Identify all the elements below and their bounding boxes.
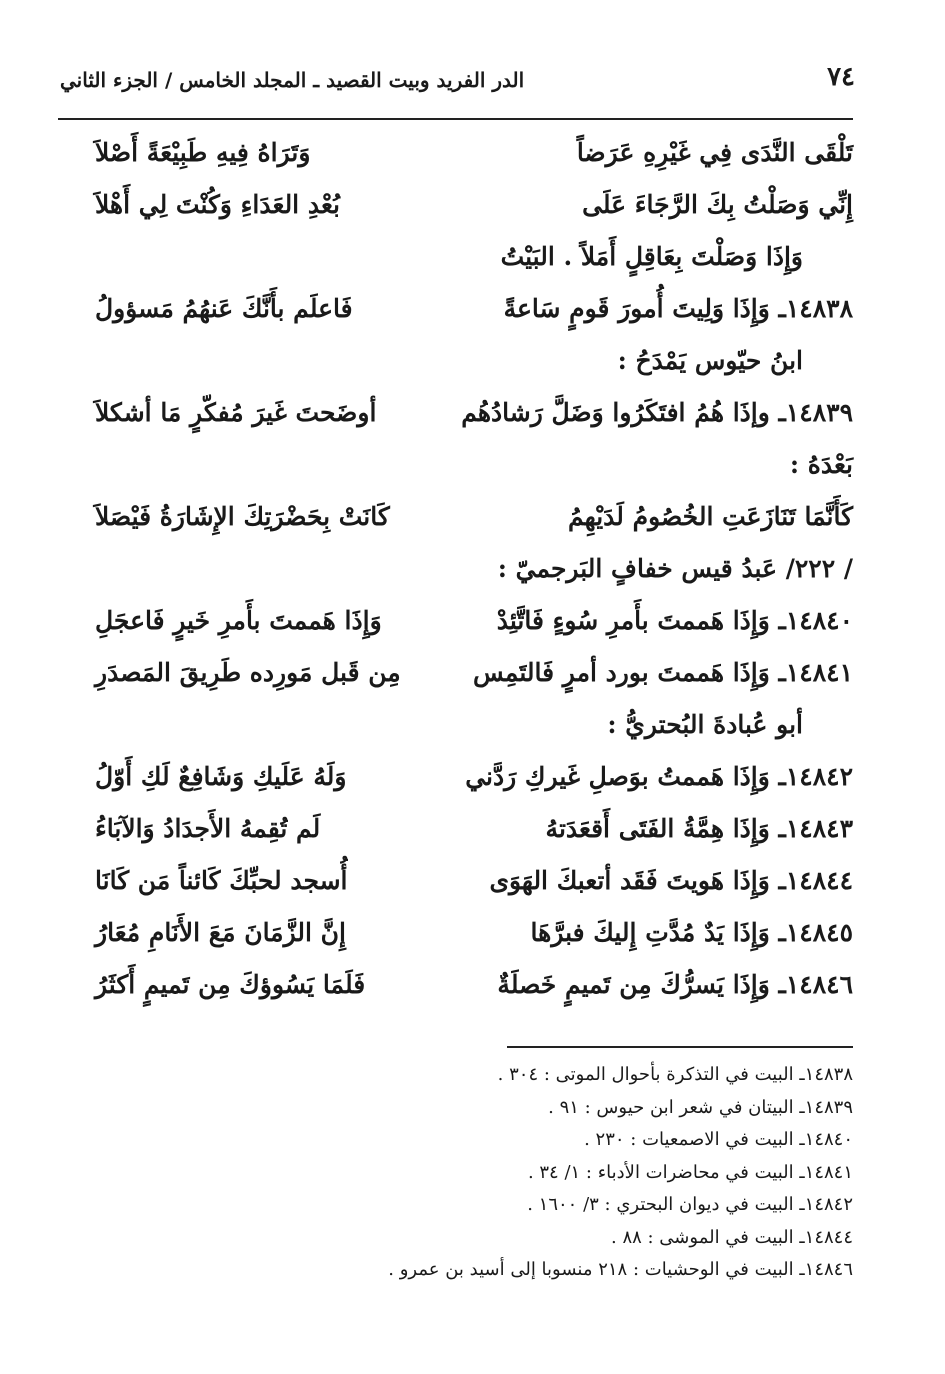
first-hemistich: كَأَنَّمَا تَنَازَعَتِ الخُصُومُ لَدَيْهِمُ (568, 502, 853, 531)
text-line (95, 546, 853, 598)
prose-line: ابنُ حيّوس يَمْدَحُ : (617, 346, 803, 375)
first-hemistich: ١٤٨٣٨ـ وَإِذَا وَلِيتَ أُمورَ قَومٍ سَاعةً (503, 294, 853, 323)
first-hemistich: ١٤٨٤٥ـ وَإِذَا يَدٌ مُدَّتِ إِليكَ فبرَّهَا (530, 918, 853, 947)
first-hemistich: ١٤٨٤٣ـ وَإِذَا هِمَّةُ الفَتَى أَقعَدَتهُ (545, 814, 853, 843)
footnote: ١٤٨٤٦ـ البيت في الوحشيات : ٢١٨ منسوبا إلى أسيد بن عمرو . (388, 1259, 853, 1280)
second-hemistich: وَلَهُ عَلَيكِ وَشَافِعٌ لَكِ أَوّلُ (95, 762, 347, 791)
footnote-rule (507, 1046, 853, 1048)
verse-line (95, 130, 853, 182)
second-hemistich: مِن قَبل مَورِده طَرِيقَ المَصدَرِ (95, 658, 401, 687)
first-hemistich: ١٤٨٤٤ـ وَإِذَا هَويتَ فَقَد أتعبكَ الهَوَى (489, 866, 853, 895)
second-hemistich: إِنَّ الزَّمَانَ مَعَ الأَنَامِ مُعَارُ (95, 918, 346, 947)
verse-line (95, 754, 853, 806)
first-hemistich: ١٤٨٣٩ـ وإذَا هُمُ افتَكَرُوا وَضَلَّ رَشادُهُم (461, 398, 853, 427)
verse-line (95, 962, 853, 1014)
verse-line (95, 910, 853, 962)
footnote: ١٤٨٣٩ـ البيتان في شعر ابن حيوس : ٩١ . (548, 1096, 853, 1118)
footnote: ١٤٨٣٨ـ البيت في التذكرة بأحوال الموتى : ٣٠٤ . (497, 1064, 853, 1085)
header-rule (58, 118, 853, 120)
verse-line (95, 182, 853, 234)
verse-line (95, 858, 853, 910)
verse-line (95, 286, 853, 338)
verse-line (95, 598, 853, 650)
prose-line: / ٢٢٢/ عَبدُ قيس خفافٍ البَرجميّ : (497, 554, 853, 583)
text-line (95, 234, 853, 286)
poem-body (95, 130, 853, 1014)
second-hemistich: لَم تُقِمهُ الأَجدَادُ وَالآبَاءُ (95, 814, 321, 843)
verse-line (95, 390, 853, 442)
verse-line (95, 650, 853, 702)
second-hemistich: بُعْدِ العَدَاءِ وَكُنْتَ لِي أَهْلاَ (95, 190, 340, 219)
first-hemistich: إِنِّي وَصَلْتُ بِكَ الرَّجَاءَ عَلَى (582, 190, 853, 219)
footnotes (120, 1064, 853, 1292)
first-hemistich: ١٤٨٤٢ـ وَإِذَا هَممتُ بوَصلِ غَيركِ رَدَّني (465, 762, 853, 791)
footnote: ١٤٨٤٢ـ البيت في ديوان البحتري : ٣/ ١٦٠٠ . (527, 1194, 853, 1215)
footnote: ١٤٨٤٠ـ البيت في الاصمعيات : ٢٣٠ . (584, 1129, 853, 1150)
text-line (95, 702, 853, 754)
prose-line: بَعْدَهُ : (789, 450, 853, 479)
second-hemistich: كَانَتْ بِحَضْرَتِكَ الإِشَارَةُ فَيْصَلاَ (95, 502, 390, 531)
second-hemistich: أُسجد لحبِّكَ كَائناً مَن كَانَا (95, 866, 348, 895)
footnote: ١٤٨٤١ـ البيت في محاضرات الأدباء : ١/ ٣٤ . (527, 1161, 853, 1183)
second-hemistich: فَاعلَم بأَنَّكَ عَنهُمُ مَسؤولُ (95, 294, 353, 323)
prose-line: أبو عُبادةَ البُحتريُّ : (607, 710, 803, 739)
page-number: ٧٤ (827, 62, 855, 92)
second-hemistich: وَتَرَاهُ فِيهِ طَبِيْعَةً أَصْلاَ (95, 138, 311, 167)
second-hemistich: فَلَمَا يَسُوؤكَ مِن تَميمٍ أَكثَرُ (95, 970, 366, 999)
verse-line (95, 806, 853, 858)
footnote: ١٤٨٤٤ـ البيت في الموشى : ٨٨ . (611, 1226, 853, 1248)
first-hemistich: ١٤٨٤١ـ وَإِذَا هَممتَ بورد أمرٍ فَالتَمِس (473, 658, 853, 687)
first-hemistich: ١٤٨٤٦ـ وَإِذَا يَسرُّكَ مِن تَميمٍ خَصلَةٌ (497, 970, 853, 999)
second-hemistich: أوضَحتَ غَيرَ مُفكّرٍ مَا أشكلاَ (95, 398, 377, 427)
first-hemistich: ١٤٨٤٠ـ وَإِذَا هَممتَ بأَمرِ سُوءٍ فَاتَّئِدْ (496, 606, 853, 635)
running-title: الدر الفريد وبيت القصيد ـ المجلد الخامس / الجزء الثاني (60, 68, 525, 92)
prose-line: وَإِذَا وَصَلْتَ بِعَاقِلٍ أَمَلاً . البَيْتُ (500, 242, 803, 271)
page-header (60, 62, 855, 102)
verse-line (95, 494, 853, 546)
first-hemistich: تَلْقَى النَّدَى فِي غَيْرِهِ عَرَضاً (576, 138, 853, 167)
second-hemistich: وَإِذَا هَممتَ بأَمرِ خَيرٍ فَاعجَلِ (95, 606, 382, 635)
text-line (95, 442, 853, 494)
text-line (95, 338, 853, 390)
